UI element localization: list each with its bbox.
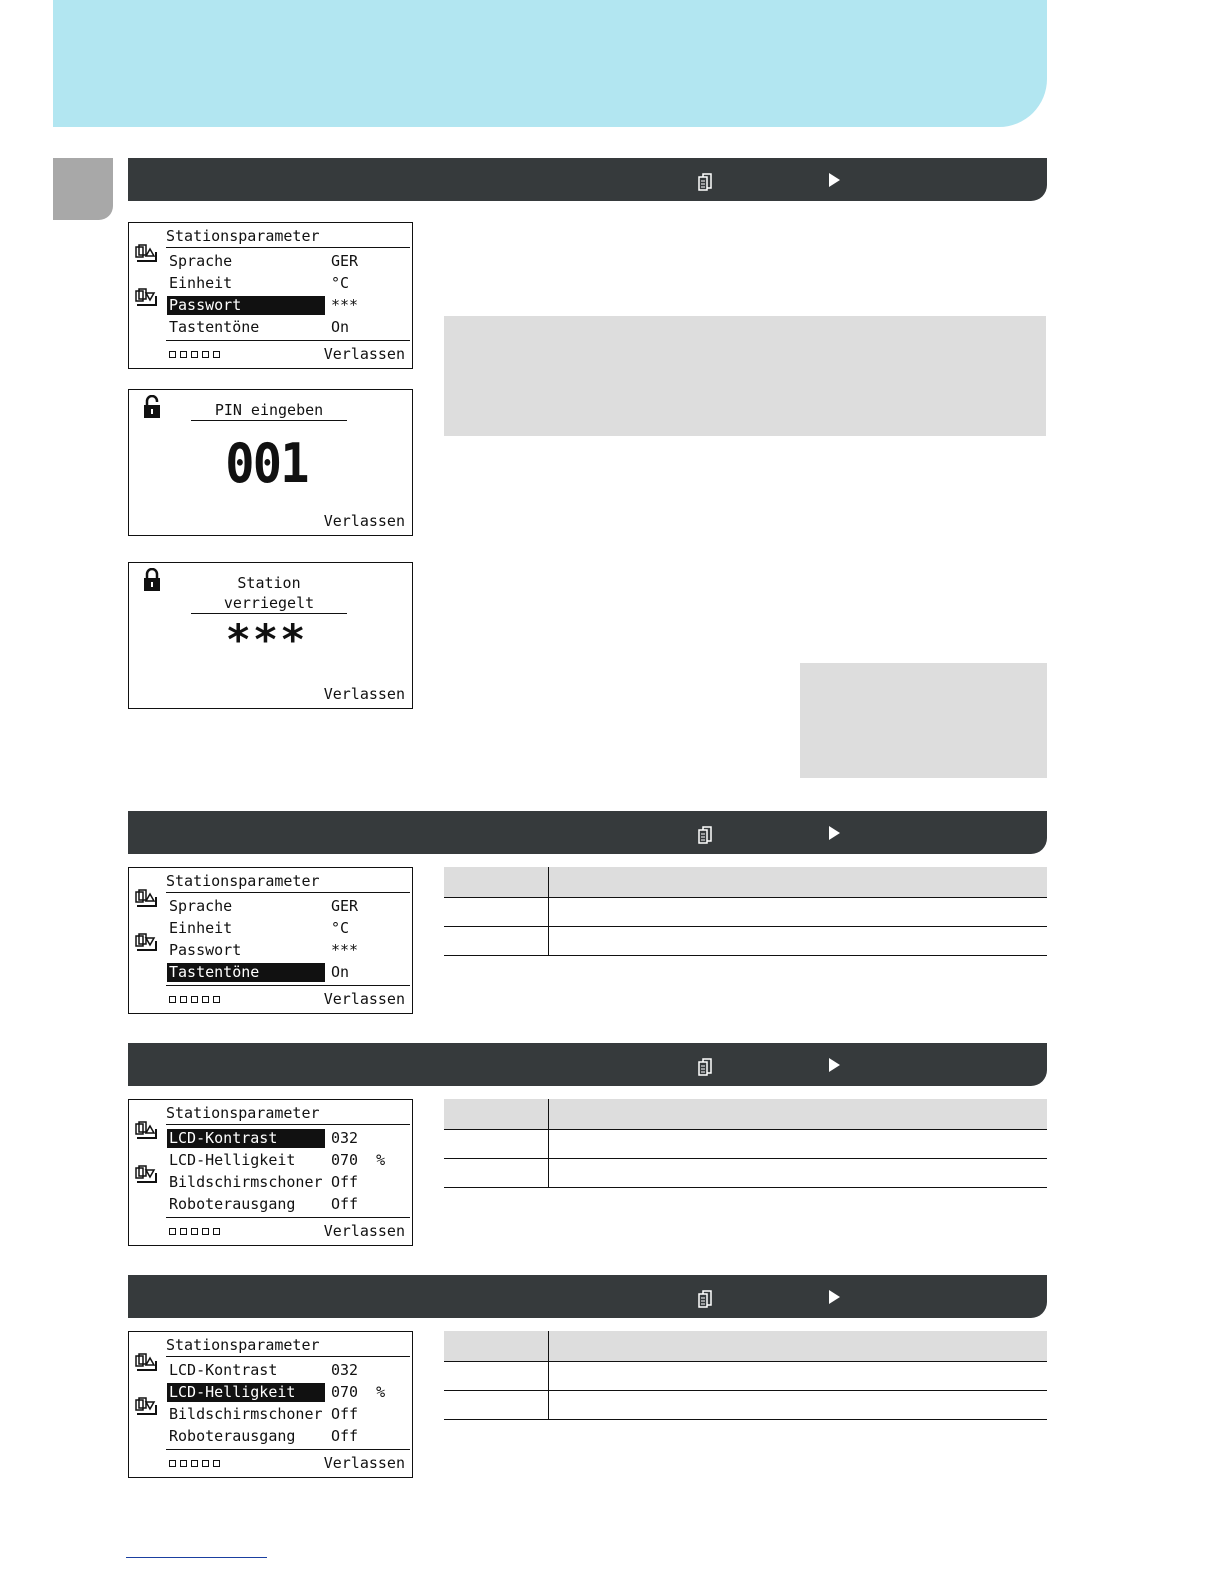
section-bar-key-tones <box>128 811 1047 854</box>
table-row <box>444 898 1047 927</box>
screen-title: Stationsparameter <box>166 1336 410 1357</box>
play-arrow-icon <box>828 1057 841 1073</box>
menu-down-icon <box>134 932 158 956</box>
menu-up-icon <box>134 1120 158 1144</box>
menu-down-icon <box>134 1164 158 1188</box>
chapter-tab <box>53 158 113 220</box>
settings-table-1 <box>444 867 1047 956</box>
lcd-screen-station-locked <box>128 562 413 709</box>
section-bar-lcd-contrast <box>128 1043 1047 1086</box>
play-arrow-icon <box>828 1289 841 1305</box>
exit-button[interactable]: Verlassen <box>323 685 405 703</box>
screen-title: Station verriegelt <box>191 573 347 614</box>
exit-button[interactable]: Verlassen <box>323 345 405 363</box>
divider <box>166 985 410 986</box>
page-dots <box>169 351 220 358</box>
menu-down-icon <box>134 287 158 311</box>
screen-title: PIN eingeben <box>191 400 347 421</box>
table-row <box>444 1159 1047 1188</box>
divider <box>166 340 410 341</box>
menu-up-icon <box>134 1352 158 1376</box>
settings-table-2 <box>444 1099 1047 1188</box>
masked-pin: *** <box>225 615 308 664</box>
lcd-screen-lcd-contrast: Stationsparameter LCD-Kontrast 032 LCD-Helligkeit 070 % Bildschirmschoner Off Roboterausgang Off Verlassen <box>128 1099 413 1246</box>
footer-rule <box>126 1557 267 1558</box>
exit-button[interactable]: Verlassen <box>323 1454 405 1472</box>
note-box-small <box>800 663 1047 778</box>
table-row <box>444 1391 1047 1420</box>
lcd-screen-lcd-brightness: Stationsparameter LCD-Kontrast 032 LCD-Helligkeit 070 % Bildschirmschoner Off Roboterausgang Off Verlassen <box>128 1331 413 1478</box>
lcd-screen-station-parameters: Stationsparameter Sprache GER Einheit °C Passwort *** Tastentöne On Verlassen <box>128 222 413 369</box>
locked-padlock-icon <box>143 568 161 592</box>
play-arrow-icon <box>828 172 841 188</box>
page-dots <box>169 1460 220 1467</box>
play-arrow-icon <box>828 825 841 841</box>
header-banner <box>53 0 1047 127</box>
screen-title: Stationsparameter <box>166 872 410 893</box>
exit-button[interactable]: Verlassen <box>323 1222 405 1240</box>
page-dots <box>169 1228 220 1235</box>
document-stack-icon <box>698 1058 712 1076</box>
divider <box>166 1449 410 1450</box>
screen-title: Stationsparameter <box>166 1104 410 1125</box>
section-bar-password <box>128 158 1047 201</box>
table-header <box>444 1099 1047 1130</box>
document-stack-icon <box>698 173 712 191</box>
page-dots <box>169 996 220 1003</box>
pin-value[interactable]: 001 <box>225 432 308 495</box>
section-bar-lcd-brightness <box>128 1275 1047 1318</box>
settings-table-3 <box>444 1331 1047 1420</box>
table-header <box>444 1331 1047 1362</box>
divider <box>166 1217 410 1218</box>
table-header <box>444 867 1047 898</box>
exit-button[interactable]: Verlassen <box>323 512 405 530</box>
menu-down-icon <box>134 1396 158 1420</box>
document-stack-icon <box>698 1290 712 1308</box>
table-row <box>444 927 1047 956</box>
table-row <box>444 1362 1047 1391</box>
table-row <box>444 1130 1047 1159</box>
exit-button[interactable]: Verlassen <box>323 990 405 1008</box>
lcd-screen-station-parameters-tones: Stationsparameter Sprache GER Einheit °C Passwort *** Tastentöne On Verlassen <box>128 867 413 1014</box>
note-box <box>444 316 1046 436</box>
lcd-screen-pin-entry <box>128 389 413 536</box>
menu-up-icon <box>134 243 158 267</box>
menu-up-icon <box>134 888 158 912</box>
document-stack-icon <box>698 826 712 844</box>
unlocked-padlock-icon <box>143 395 161 419</box>
screen-title: Stationsparameter <box>166 227 410 248</box>
